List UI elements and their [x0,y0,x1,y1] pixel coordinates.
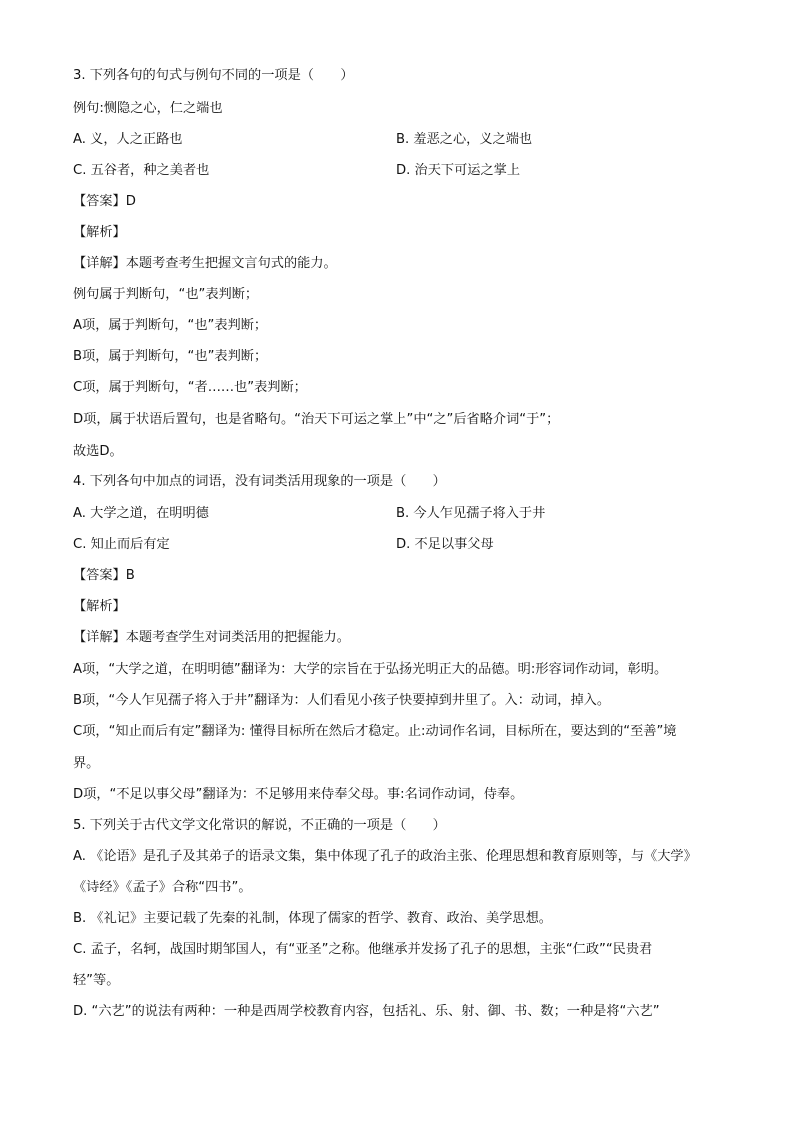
q3-analysis-heading: 【解析】 [73,225,126,240]
q5-line: D. “六艺”的说法有两种：一种是西周学校教育内容，包括礼、乐、射、御、书、数；一种是将“六艺” [73,1004,660,1019]
q4-option-a: A. 大学之道，在明明德 [73,506,209,521]
q5-line: B. 《礼记》主要记载了先秦的礼制，体现了儒家的哲学、教育、政治、美学思想。 [73,911,552,926]
q3-detail-line: A项，属于判断句，“也”表判断； [73,318,268,333]
q4-option-d: D. 不足以事父母 [396,537,494,552]
q3-detail-line: 故选D。 [73,444,123,459]
q4-option-b: B. 今人乍见孺子将入于井 [396,506,546,521]
q3-answer: 【答案】D [73,194,136,209]
q3-detail-line: 【详解】本题考查考生把握文言句式的能力。 [73,256,337,271]
q4-stem: 4. 下列各句中加点的词语，没有词类活用现象的一项是（ ） [73,474,446,489]
q5-line: C. 孟子，名轲，战国时期邹国人，有“亚圣”之称。他继承并发扬了孔子的思想，主张“仁政”“民贵君 [73,942,653,957]
q3-detail-line: C项，属于判断句，“者……也”表判断； [73,380,307,395]
q4-analysis-heading: 【解析】 [73,599,126,614]
q3-detail-line: D项，属于状语后置句，也是省略句。“治天下可运之掌上”中“之”后省略介词“于”； [73,412,560,427]
q5-line: 轻”等。 [73,973,120,988]
q4-detail-line: A项，“大学之道，在明明德”翻译为：大学的宗旨在于弘扬光明正大的品德。明:形容词作动词，彰明。 [73,662,668,677]
q5-line: 《诗经》《孟子》合称“四书”。 [73,880,252,895]
q4-detail-line: 【详解】本题考查学生对词类活用的把握能力。 [73,630,350,645]
q4-answer: 【答案】B [73,568,135,583]
q3-example: 例句:恻隐之心，仁之端也 [73,101,223,116]
q4-detail-line: B项，“今人乍见孺子将入于井”翻译为：人们看见小孩子快要掉到井里了。入：动词，掉入。 [73,693,611,708]
q3-option-a: A. 义，人之正路也 [73,132,183,147]
q5-line: A. 《论语》是孔子及其弟子的语录文集，集中体现了孔子的政治主张、伦理思想和教育原则等，与《大学》 [73,849,697,864]
q4-detail-line: 界。 [73,756,100,771]
q4-detail-line: C项，“知止而后有定”翻译为: 懂得目标所在然后才稳定。止:动词作名词，目标所在，要达到的“至善”境 [73,724,677,739]
q3-option-d: D. 治天下可运之掌上 [396,163,521,178]
q3-option-c: C. 五谷者，种之美者也 [73,163,210,178]
q3-detail-line: B项，属于判断句，“也”表判断； [73,349,268,364]
q3-stem: 3. 下列各句的句式与例句不同的一项是（ ） [73,68,354,83]
q4-detail-line: D项，“不足以事父母”翻译为：不足够用来侍奉父母。事:名词作动词，侍奉。 [73,787,524,802]
q3-detail-line: 例句属于判断句，“也”表判断； [73,287,259,302]
q4-option-c: C. 知止而后有定 [73,537,170,552]
q5-stem: 5. 下列关于古代文学文化常识的解说，不正确的一项是（ ） [73,818,446,833]
q3-option-b: B. 羞恶之心，义之端也 [396,132,533,147]
